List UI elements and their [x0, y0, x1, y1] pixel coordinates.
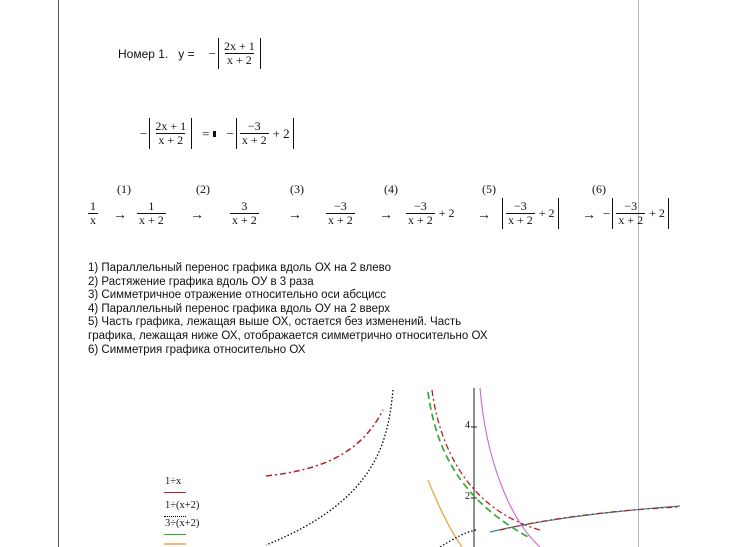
- curve-red-dashed-horizontal: [500, 507, 680, 530]
- arrow-5: →: [477, 208, 491, 223]
- curve-black-dotted-lower: [440, 530, 476, 547]
- denominator: x + 2: [328, 213, 353, 227]
- problem-heading: [118, 38, 261, 69]
- arrow-2: →: [190, 208, 204, 223]
- denominator: x: [90, 213, 96, 227]
- denominator: x + 2: [139, 213, 164, 227]
- plus-term: + 2: [538, 206, 555, 220]
- minus-sign: −: [603, 205, 611, 221]
- legend-line-1: [164, 492, 186, 493]
- plus-term: + 2: [438, 206, 455, 220]
- arrow-1: →: [113, 208, 127, 223]
- chain-f3: [326, 200, 355, 227]
- denominator: x + 2: [508, 213, 533, 227]
- fraction: [222, 40, 257, 67]
- fraction: [88, 200, 98, 227]
- problem-label: Номер 1.: [118, 46, 169, 61]
- absolute-value: [149, 118, 192, 149]
- denominator: x + 2: [232, 213, 257, 227]
- identity-formula: [140, 118, 294, 149]
- note-line-1: 1) Параллельный перенос графика вдоль ОХ на 2 влево: [88, 262, 391, 274]
- legend-label-2: 1÷(x+2): [165, 500, 200, 511]
- absolute-value: [218, 38, 261, 69]
- note-line-6: графика, лежащая ниже ОХ, отображается симметрично относительно ОХ: [88, 329, 488, 342]
- legend-line-3: [164, 534, 186, 535]
- numerator: −3: [514, 199, 527, 213]
- minus-sign: −: [208, 45, 216, 61]
- numerator: 1: [90, 199, 96, 213]
- minus-sign: −: [226, 125, 234, 141]
- placeholder-dot: [213, 131, 216, 137]
- chain-f6: [603, 198, 669, 229]
- curve-black-dotted: [266, 390, 393, 545]
- curve-teal: [490, 506, 680, 532]
- numerator: 1: [148, 199, 155, 213]
- numerator: −3: [247, 119, 261, 133]
- fraction: [240, 120, 269, 147]
- legend-label-1: 1÷x: [165, 476, 182, 487]
- fraction: [137, 200, 166, 227]
- numerator: 3: [241, 199, 248, 213]
- plus-term: + 2: [272, 125, 290, 141]
- curve-orange: [428, 480, 462, 547]
- denominator: x + 2: [408, 213, 433, 227]
- chain-f4: [406, 200, 455, 227]
- chain-f1: [137, 200, 166, 227]
- numerator: 2x + 1: [223, 39, 255, 53]
- numerator: −3: [334, 199, 347, 213]
- arrow-3: →: [288, 208, 302, 223]
- legend-line-2: [164, 516, 186, 517]
- step-label-5: (5): [482, 182, 496, 196]
- fraction: [506, 200, 535, 227]
- y-tick-label-2: 2: [465, 491, 470, 502]
- note-line-7: 6) Симметрия графика относительно ОХ: [88, 343, 306, 356]
- chain-f2: [230, 200, 259, 227]
- absolute-value: [612, 198, 669, 229]
- fraction: [153, 120, 188, 147]
- denominator: x + 2: [241, 133, 267, 147]
- y-equals: y =: [178, 46, 195, 61]
- y-tick-label-4: 4: [465, 420, 470, 431]
- fraction: [326, 200, 355, 227]
- numerator: 2x + 1: [155, 119, 187, 133]
- step-label-6: (6): [592, 182, 606, 196]
- denominator: x + 2: [618, 213, 644, 227]
- step-label-1: (1): [117, 182, 131, 196]
- note-line-2: 2) Растяжение графика вдоль ОУ в 3 раза: [88, 275, 314, 288]
- plus-term: + 2: [649, 206, 665, 220]
- fraction: [616, 200, 645, 227]
- note-line-5: 5) Часть графика, лежащая выше ОХ, остается без изменений. Часть: [88, 316, 462, 329]
- chain-f0: [88, 200, 98, 227]
- minus-sign: −: [140, 125, 148, 141]
- curve-red-dashed-upper: [266, 410, 383, 476]
- step-label-2: (2): [196, 182, 210, 196]
- denominator: x + 2: [226, 53, 252, 67]
- legend-label-3: 3÷(x+2): [165, 518, 200, 529]
- step-label-3: (3): [290, 182, 304, 196]
- note-line-3: 3) Симметричное отражение относительно оси абсцисс: [88, 289, 387, 302]
- denominator: x + 2: [158, 133, 184, 147]
- note-line-4: 4) Параллельный перенос графика вдоль ОУ на 2 вверх: [88, 302, 391, 315]
- absolute-value: [502, 198, 559, 229]
- arrow-4: →: [379, 208, 393, 223]
- arrow-6: →: [582, 208, 596, 223]
- equals-sign: =: [202, 125, 210, 141]
- step-label-4: (4): [384, 182, 398, 196]
- fraction: [406, 200, 435, 227]
- fraction: [230, 200, 259, 227]
- function-graph: [0, 380, 732, 547]
- numerator: −3: [414, 199, 427, 213]
- absolute-value: [236, 118, 294, 149]
- numerator: −3: [624, 199, 638, 213]
- chain-f5: [502, 198, 559, 229]
- transformation-notes: [88, 262, 488, 357]
